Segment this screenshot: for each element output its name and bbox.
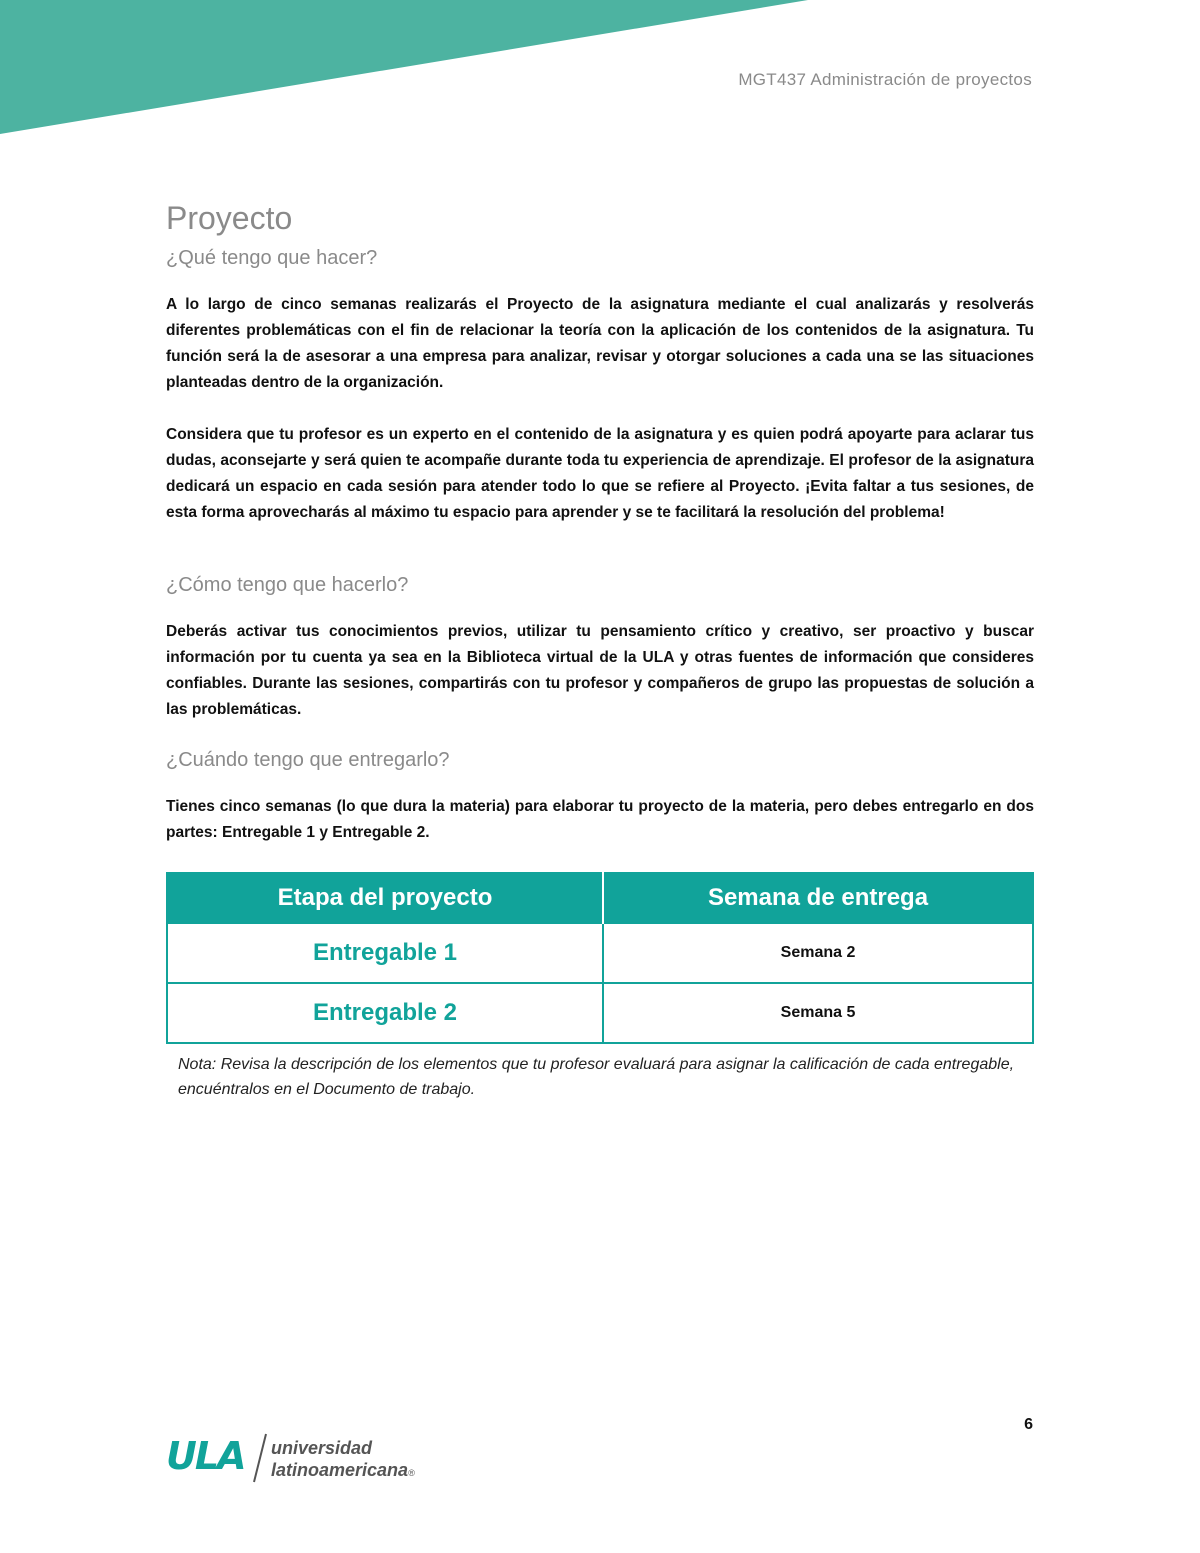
delivery-table — [166, 872, 1034, 1044]
logo-mark: ULA — [166, 1434, 245, 1478]
paragraph-how: Deberás activar tus conocimientos previos, utilizar tu pensamiento crítico y creativo, ser proactivo y buscar información por tu cuenta ya sea en la Biblioteca virtual de la ULA y otras fuentes de información que consideres confiables. Durante las sesiones, compartirás con tu profesor y compañeros de grupo las propuestas de solución a las problemáticas. — [166, 623, 1034, 718]
logo-line-1: universidad — [271, 1438, 373, 1458]
table-row — [167, 923, 1033, 983]
paragraph-what-1: A lo largo de cinco semanas realizarás el Proyecto de la asignatura mediante el cual analizarás y resolverás diferentes problemáticas con el fin de relacionar la teoría con la aplicación de los contenidos de la asignatura. Tu función será la de asesorar a una empresa para analizar, revisar y otorgar soluciones a cada una se las situaciones planteadas dentro de la organización. — [166, 296, 1034, 391]
table-cell-stage: Entregable 2 — [167, 983, 603, 1043]
table-header-row — [167, 873, 1033, 923]
course-title: MGT437 Administración de proyectos — [738, 70, 1032, 89]
section-heading-how: ¿Cómo tengo que hacerlo? — [166, 574, 409, 596]
section-heading-when: ¿Cuándo tengo que entregarlo? — [166, 749, 450, 771]
table-header-week: Semana de entrega — [603, 873, 1033, 923]
main-content — [166, 200, 1034, 1102]
logo-line-2: latinoamericana — [271, 1460, 409, 1480]
ula-logo — [166, 1432, 466, 1488]
note-text: Nota: Revisa la descripción de los elementos que tu profesor evaluará para asignar la calificación de cada entregable, encuéntralos en el Documento de trabajo. — [178, 1056, 1015, 1098]
paragraph-what-2: Considera que tu profesor es un experto en el contenido de la asignatura y es quien podrá apoyarte para aclarar tus dudas, aconsejarte y será quien te acompañe durante toda tu experiencia de aprendizaje. El profesor de la asignatura dedicará un espacio en cada sesión para atender todo lo que se refiere al Proyecto. ¡Evita faltar a tus sesiones, de esta forma aprovecharás al máximo tu espacio para aprender y se te facilitará la resolución del problema! — [166, 426, 1034, 521]
table-cell-week: Semana 5 — [603, 983, 1033, 1043]
registered-mark: ® — [408, 1468, 415, 1478]
table-cell-week: Semana 2 — [603, 923, 1033, 983]
page-title: Proyecto — [166, 200, 293, 236]
logo-line-2-wrap — [271, 1459, 415, 1484]
paragraph-when: Tienes cinco semanas (lo que dura la materia) para elaborar tu proyecto de la materia, pero debes entregarlo en dos partes: Entregable 1 y Entregable 2. — [166, 798, 1034, 841]
logo-slash-icon — [252, 1432, 268, 1484]
table-row — [167, 983, 1033, 1043]
table-cell-stage: Entregable 1 — [167, 923, 603, 983]
page-number: 6 — [1024, 1416, 1033, 1433]
table-header-stage: Etapa del proyecto — [167, 873, 603, 923]
logo-wordmark — [271, 1437, 415, 1484]
section-heading-what: ¿Qué tengo que hacer? — [166, 247, 378, 269]
